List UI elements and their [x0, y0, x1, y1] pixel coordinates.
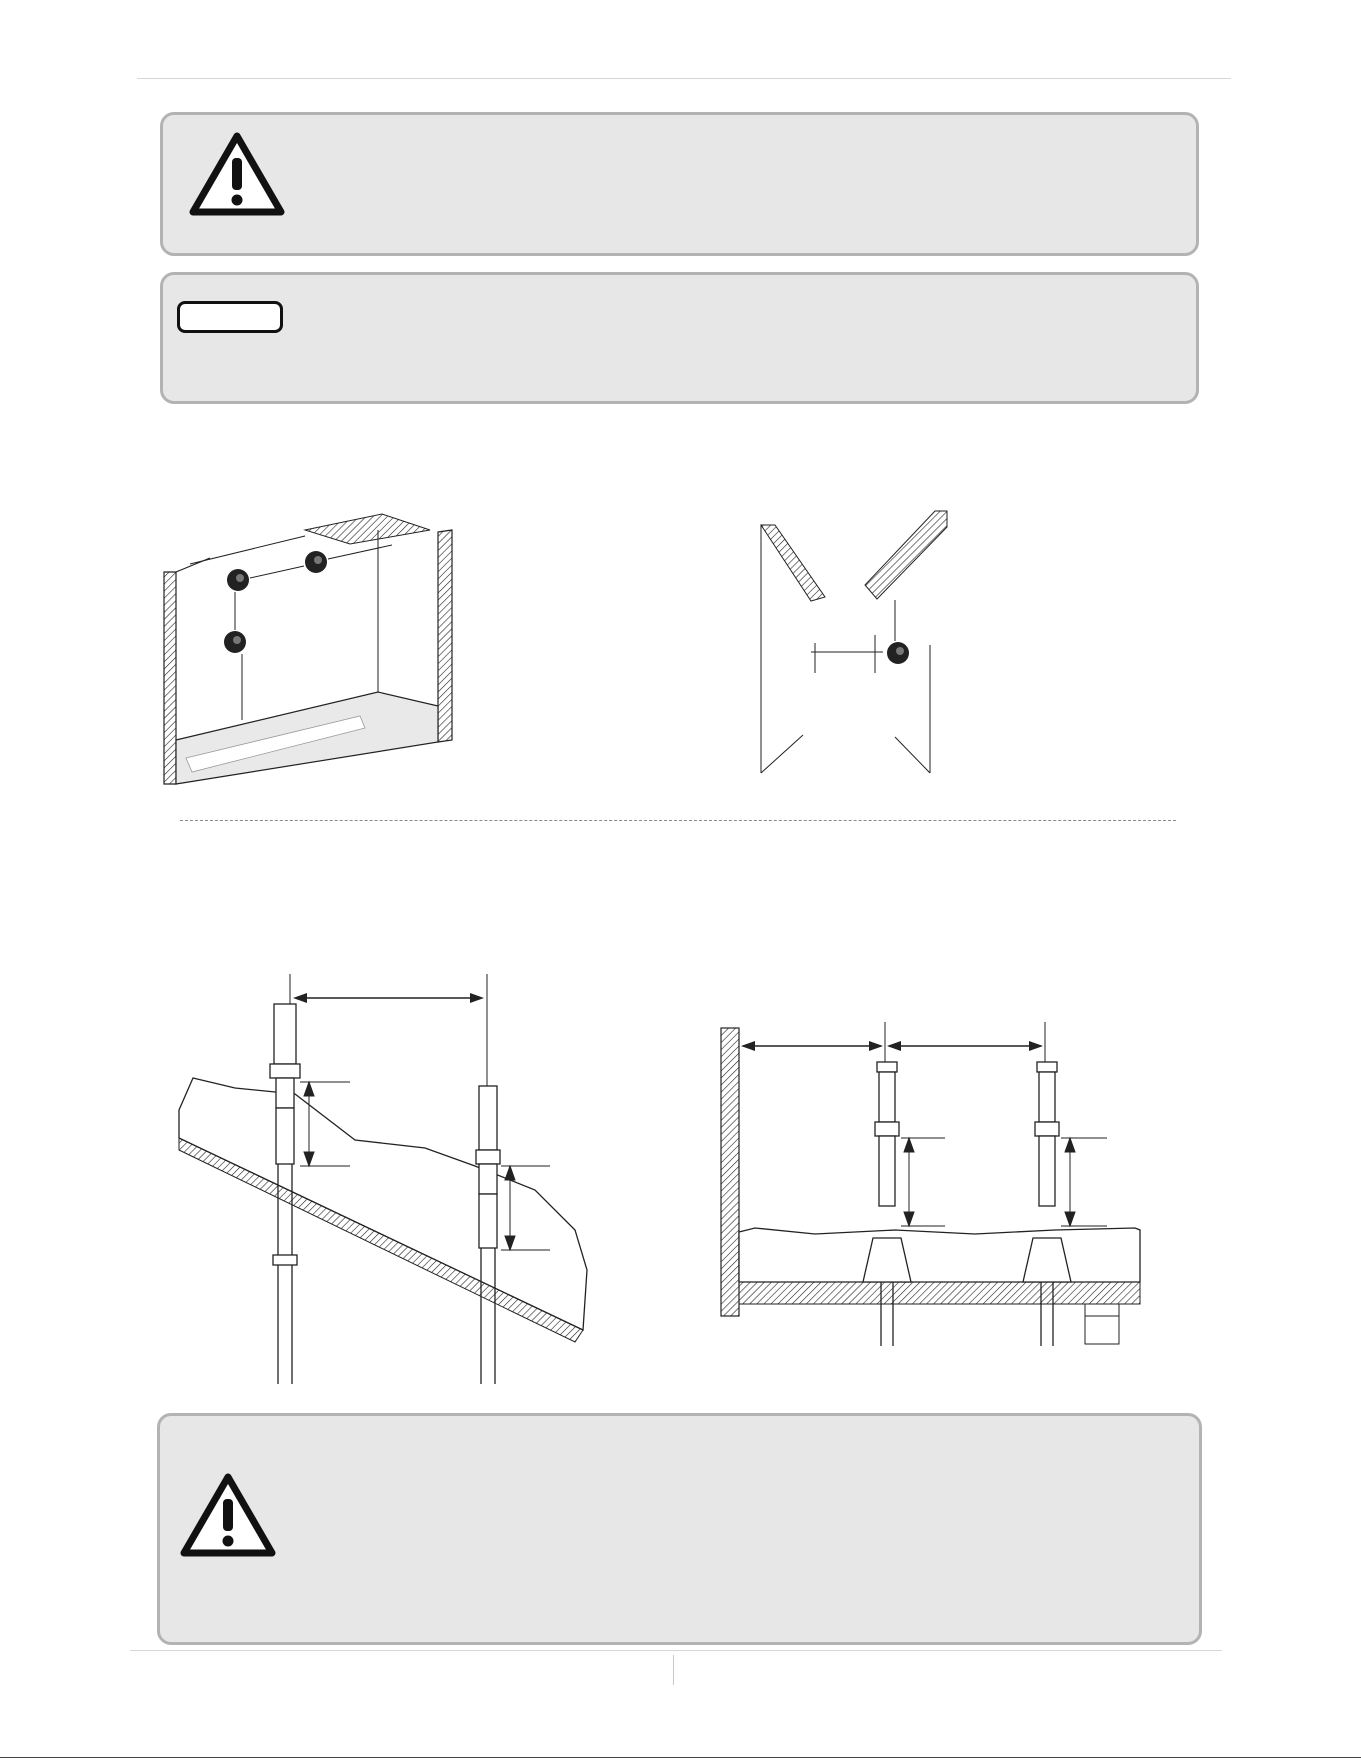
warning-panel-top [160, 112, 1199, 256]
header-rule [137, 78, 1231, 79]
page-bottom-rule [0, 1757, 1361, 1758]
warning-panel-bottom [157, 1413, 1202, 1645]
wall-corner-clearance-diagram [160, 510, 480, 790]
section-divider [180, 820, 1176, 821]
sloped-roof-terminal-diagram [175, 970, 595, 1390]
note-tag [177, 301, 283, 333]
terminal-pipe-2 [476, 1086, 500, 1384]
warning-triangle-icon [180, 1472, 276, 1558]
footer-page-tick [673, 1655, 674, 1685]
roof-eave-clearance-diagram [755, 505, 975, 785]
footer-rule [130, 1650, 1222, 1651]
terminal-1 [227, 569, 249, 591]
terminal-2 [305, 551, 327, 573]
flat-roof-terminal-diagram [715, 1020, 1155, 1350]
warning-triangle-icon [189, 131, 285, 217]
terminal-3 [224, 631, 246, 653]
note-panel [160, 272, 1199, 404]
terminal-eave [887, 642, 909, 664]
